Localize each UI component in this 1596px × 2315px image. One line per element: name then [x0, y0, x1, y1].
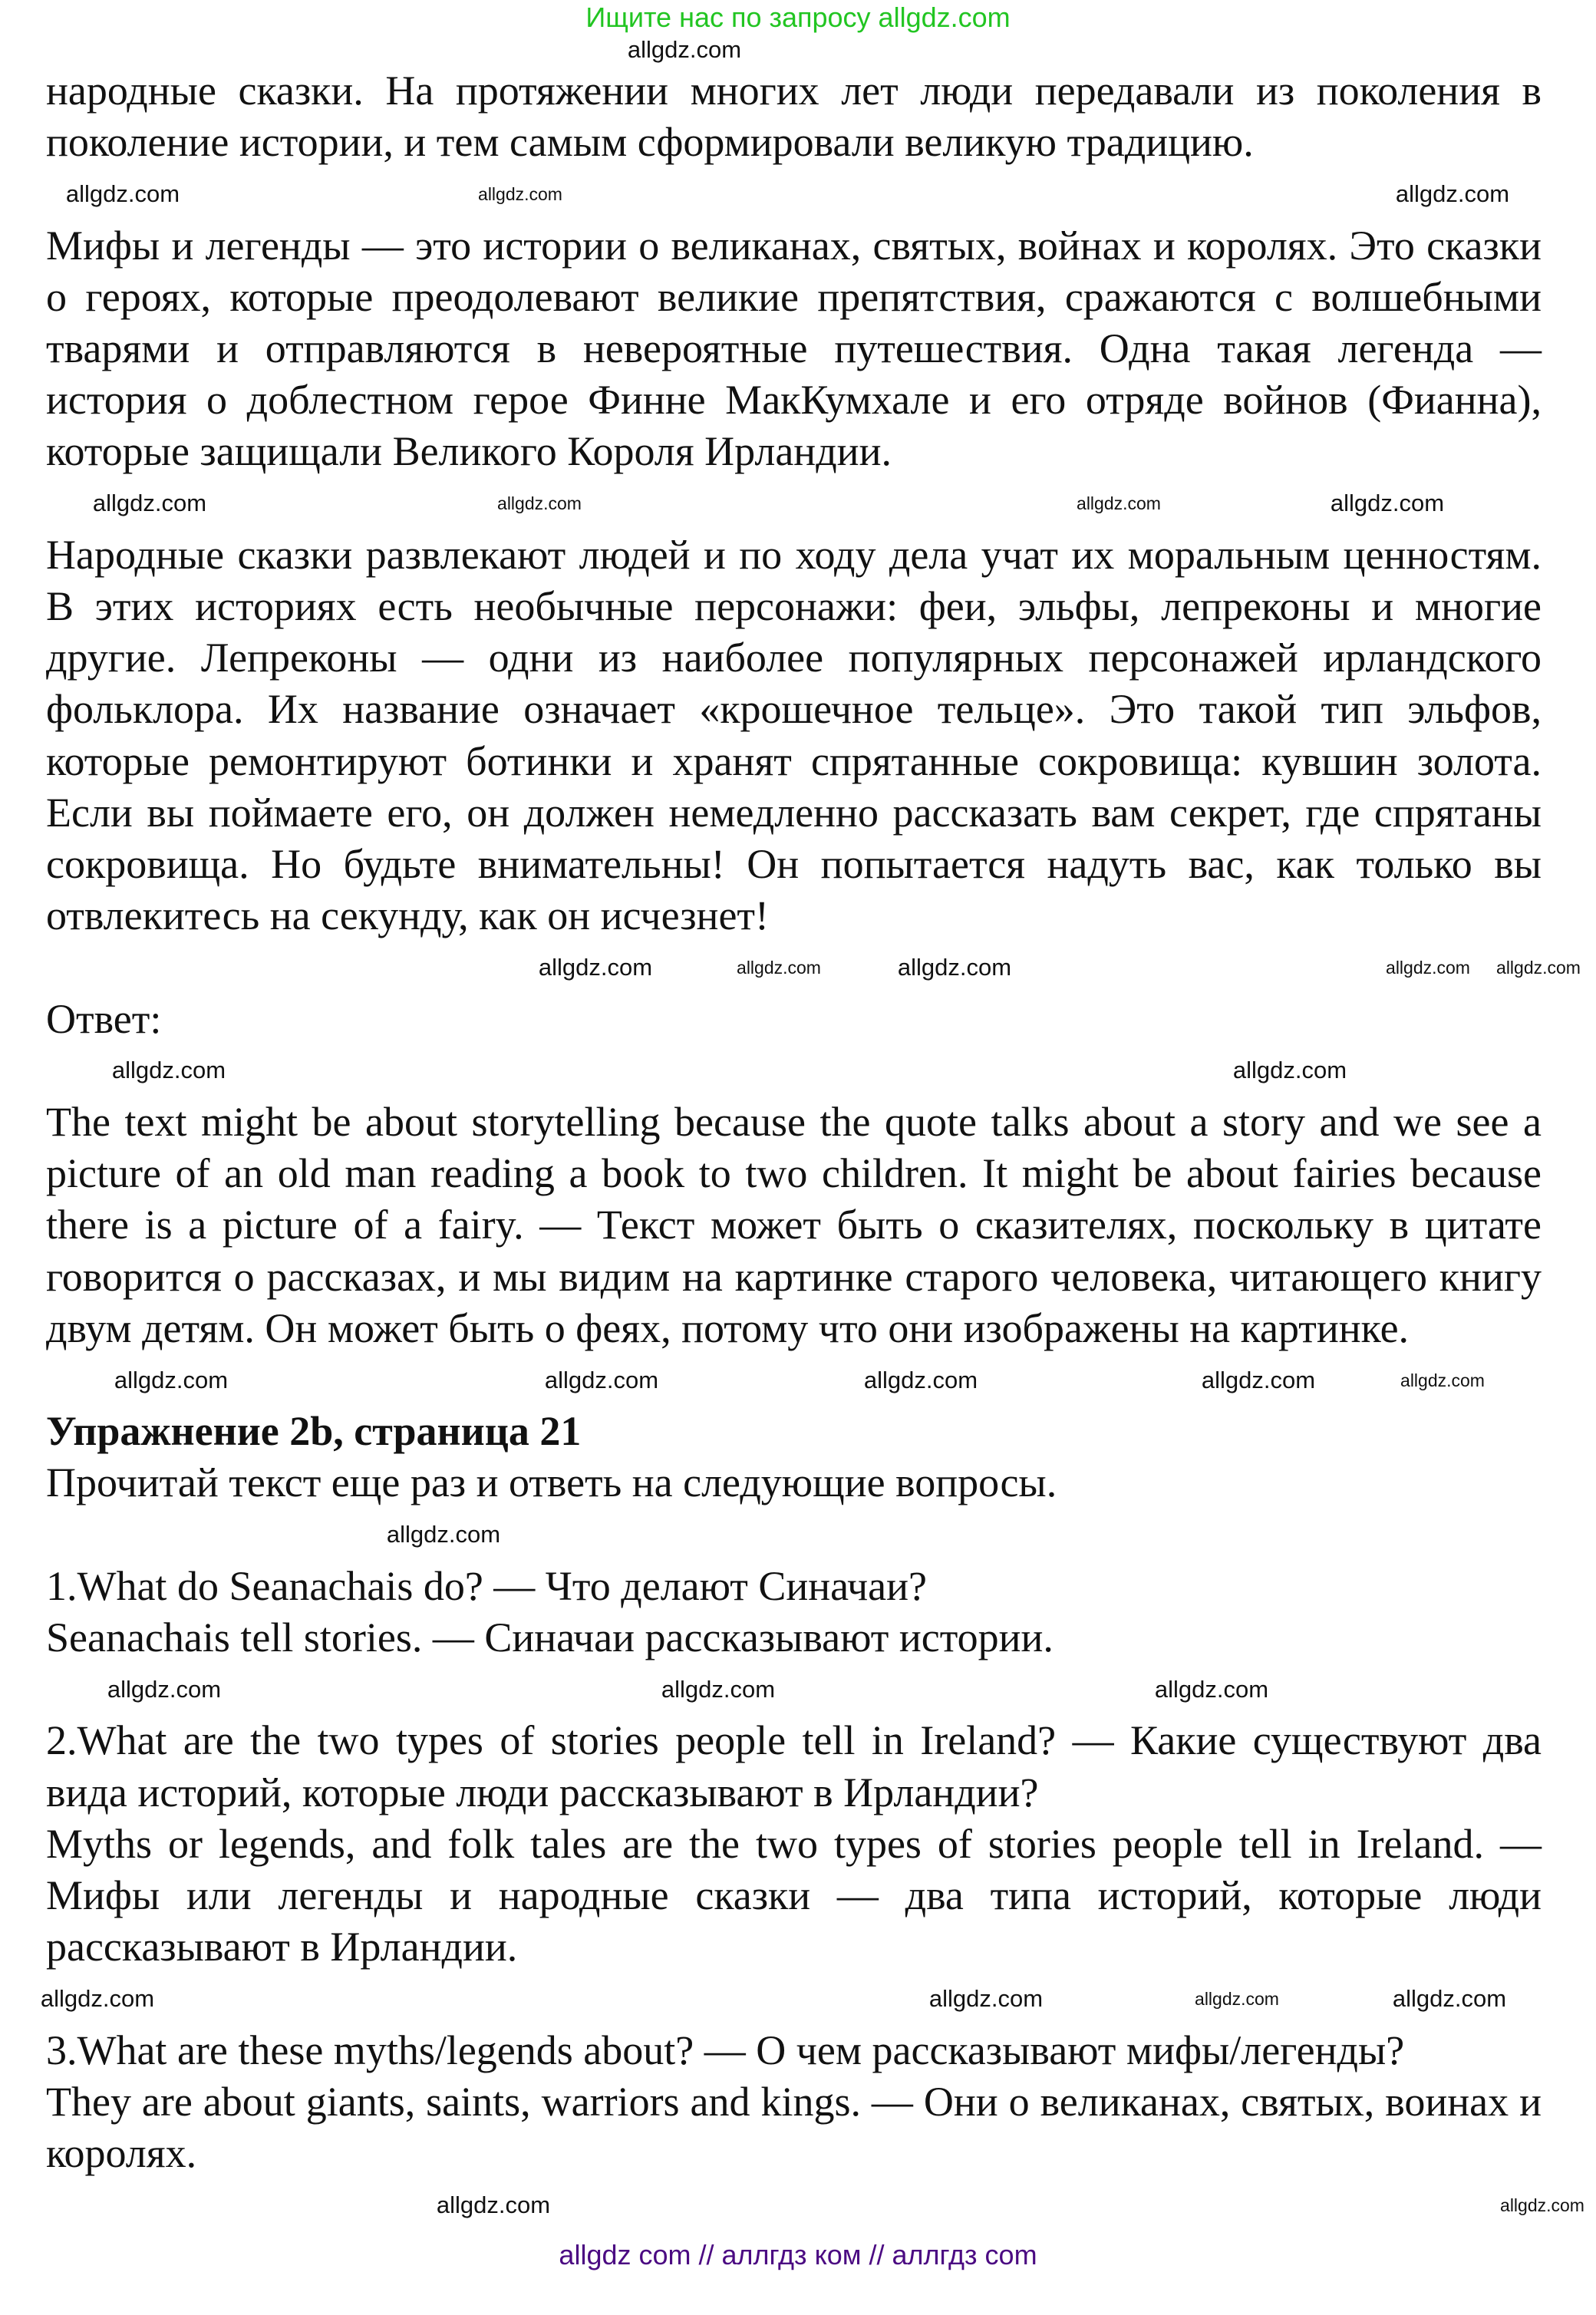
watermark: allgdz.com	[1330, 490, 1445, 517]
watermark: allgdz.com	[1500, 2195, 1584, 2215]
watermark-row	[0, 1973, 1596, 2024]
watermark: allgdz.com	[1400, 1370, 1485, 1390]
paragraph-folk-tales: Народные сказки развлекают людей и по ходу дела учат их моральным ценностям. В этих историях есть необычные персонажи: феи, эльфы, лепреконы и многие другие. Лепреконы — одни из наиболее популярных персонажей ирландского фольклора. Их название означает «крошечное тельце». Это такой тип эльфов, которые ремонтируют ботинки и хранят спрятанные сокровища: кувшин золота. Если вы поймаете его, он должен немедленно рассказать вам секрет, где спрятаны сокровища. Но будьте внимательны! Он попытается надуть вас, как только вы отвлекитесь на секунду, как он исчезнет!	[46, 531, 1542, 939]
watermark: allgdz.com	[1496, 958, 1581, 978]
watermark: allgdz.com	[538, 954, 653, 981]
watermark: allgdz.com	[497, 493, 582, 514]
watermark: allgdz.com	[661, 1675, 776, 1703]
answer-3: They are about giants, saints, warriors and kings. — Они о великанах, святых, воинах и королях.	[46, 2078, 1542, 2176]
watermark: allgdz.com	[114, 1366, 229, 1393]
watermark: allgdz.com	[928, 1985, 1044, 2012]
watermark-row	[0, 1354, 1596, 1406]
watermark-row	[0, 1045, 1596, 1096]
question-2: 2.What are the two types of stories people tell in Ireland? — Какие существуют два вида историй, которые люди рассказывают в Ирландии?	[46, 1717, 1542, 1815]
question-3: 3.What are these myths/legends about? — О чем рассказывают мифы/легенды?	[46, 2026, 1405, 2073]
watermark: allgdz.com	[627, 36, 742, 63]
exercise-instruction: Прочитай текст еще раз и ответь на следующие вопросы.	[46, 1459, 1057, 1506]
document-body	[40, 0, 1584, 2231]
watermark: allgdz.com	[92, 490, 207, 517]
answer-1: Seanachais tell stories. — Синачаи рассказывают истории.	[46, 1614, 1054, 1660]
watermark: allgdz.com	[1392, 1985, 1507, 2012]
watermark-row	[0, 2179, 1596, 2231]
answer-2: Myths or legends, and folk tales are the two types of stories people tell in Ireland. — Мифы или легенды и народные сказки — два типа историй, которые люди рассказывают в Ирландии.	[46, 1820, 1542, 1970]
watermark: allgdz.com	[863, 1366, 978, 1393]
answer-label: Ответ:	[46, 995, 162, 1042]
watermark: allgdz.com	[386, 1521, 501, 1548]
paragraph-intro: народные сказки. На протяжении многих лет люди передавали из поколения в поколение истории, и тем самым сформировали великую традицию.	[46, 68, 1542, 166]
exercise-heading: Упражнение 2b, страница 21	[46, 1408, 582, 1455]
top-banner-link[interactable]: Ищите нас по запросу allgdz.com	[585, 2, 1011, 33]
watermark: allgdz.com	[737, 958, 821, 978]
watermark: allgdz.com	[897, 954, 1012, 981]
watermark: allgdz.com	[1154, 1675, 1269, 1703]
watermark: allgdz.com	[1195, 1989, 1279, 2009]
watermark-row	[0, 1509, 1596, 1561]
watermark-row	[0, 35, 1596, 65]
watermark: allgdz.com	[1395, 180, 1510, 207]
answer-text: The text might be about storytelling because the quote talks about a story and we see a picture of an old man reading a book to two children. It might be about fairies because there is a picture of a fairy. — Текст может быть о сказителях, поскольку в цитате говорится о рассказах, и мы видим на картинке старого человека, читающего книгу двум детям. Он может быть о феях, потому что они изображены на картинке.	[46, 1099, 1542, 1351]
watermark: allgdz.com	[436, 2191, 551, 2218]
watermark: allgdz.com	[40, 1985, 155, 2012]
watermark: allgdz.com	[65, 180, 180, 207]
watermark-row	[0, 1664, 1596, 1715]
watermark: allgdz.com	[1077, 493, 1161, 514]
question-1: 1.What do Seanachais do? — Что делают Синачаи?	[46, 1562, 927, 1609]
paragraph-myths: Мифы и легенды — это истории о великанах, святых, войнах и королях. Это сказки о героях, которые преодолевают великие препятствия, сражаются с волшебными тварями и отправляются в невероятные путешествия. Одна такая легенда — история о доблестном герое Финне МакКумхале и его отряде войнов (Фианна), которые защищали Великого Короля Ирландии.	[46, 222, 1542, 475]
watermark: allgdz.com	[107, 1675, 222, 1703]
watermark: allgdz.com	[1386, 958, 1470, 978]
watermark-row	[0, 478, 1596, 529]
watermark-row	[0, 941, 1596, 993]
footer-links[interactable]: allgdz com // аллгдз ком // аллгдз com	[559, 2239, 1037, 2271]
watermark: allgdz.com	[1201, 1366, 1316, 1393]
watermark: allgdz.com	[544, 1366, 659, 1393]
watermark-row	[0, 168, 1596, 219]
watermark: allgdz.com	[111, 1057, 226, 1084]
watermark: allgdz.com	[1232, 1057, 1347, 1084]
watermark: allgdz.com	[478, 184, 562, 204]
